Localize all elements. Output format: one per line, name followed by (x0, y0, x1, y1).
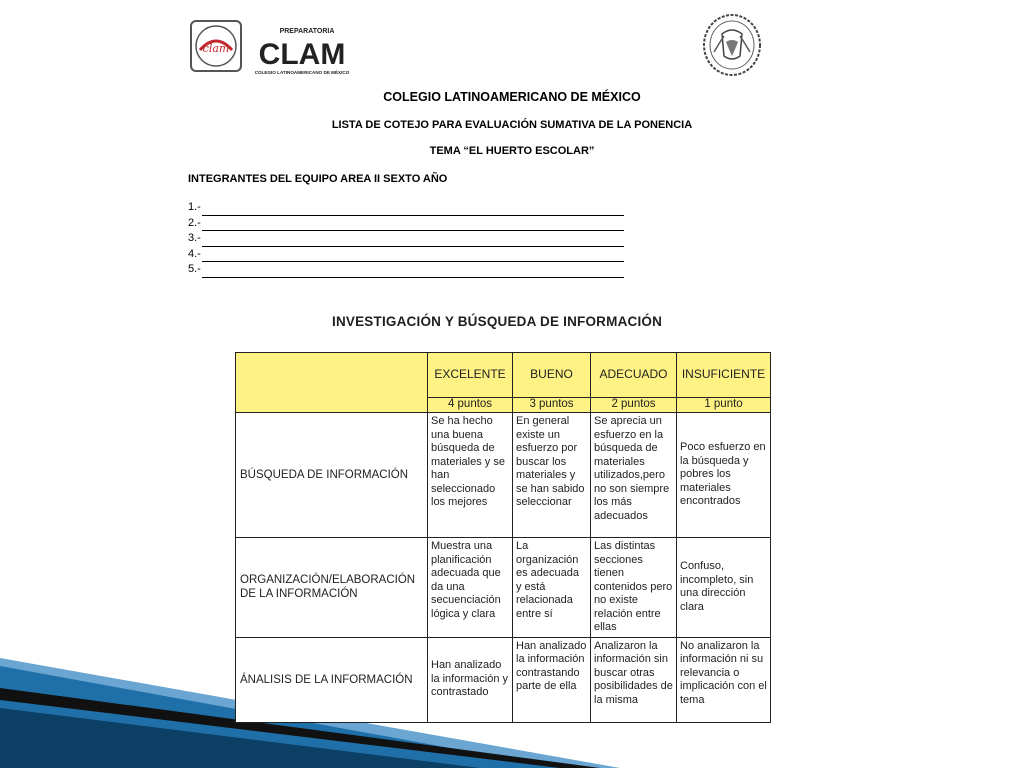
team-member-number: 2.- (188, 216, 201, 229)
rubric-cell: Han analizado la información contrastando parte de ella (513, 637, 591, 722)
level-label: INSUFICIENTE (677, 353, 771, 398)
team-member-line (188, 216, 624, 232)
team-member-number: 1.- (188, 201, 201, 213)
logo-tagline-top: PREPARATORIA (279, 28, 335, 35)
team-member-number: 3.- (188, 232, 201, 244)
rubric-table (235, 352, 771, 723)
team-member-blank (202, 266, 624, 278)
document-subtitle: LISTA DE COTEJO PARA EVALUACIÓN SUMATIVA DE LA PONENCIA (331, 119, 693, 131)
school-name: COLEGIO LATINOAMERICANO DE MÉXICO (383, 90, 641, 104)
team-member-list (188, 200, 624, 278)
rubric-cell: Analizaron la información sin buscar otras posibilidades de la misma (591, 637, 677, 722)
rubric-cell: No analizaron la información ni su relevancia o implicación con el tema (677, 637, 771, 722)
team-member-number: 4.- (188, 247, 201, 260)
unam-seal-icon (700, 12, 764, 78)
rubric-corner-cell (236, 353, 428, 413)
team-member-line (188, 247, 624, 263)
document-topic: TEMA “EL HUERTO ESCOLAR” (429, 145, 595, 157)
rubric-cell: En general existe un esfuerzo por buscar los materiales y se han sabido seleccionar (513, 413, 591, 538)
rubric-cell: Han analizado la información y contrastado (428, 637, 513, 722)
rubric-cell: Se aprecia un esfuerzo en la búsqueda de materiales utilizados,pero no son siempre los más adecuados (591, 413, 677, 538)
team-member-blank (202, 235, 624, 247)
table-row (236, 413, 771, 538)
rubric-title: INVESTIGACIÓN Y BÚSQUEDA DE INFORMACIÓN (332, 314, 663, 329)
level-points: 4 puntos (428, 398, 513, 413)
criterion-label: BÚSQUEDA DE INFORMACIÓN (236, 413, 428, 538)
team-member-blank (202, 219, 624, 231)
rubric-cell: Poco esfuerzo en la búsqueda y pobres los materiales encontrados (677, 413, 771, 538)
team-member-number: 5.- (188, 263, 201, 275)
rubric-cell: Se ha hecho una buena búsqueda de materiales y se han seleccionado los mejores (428, 413, 513, 538)
seal-mark: clam (202, 42, 230, 55)
level-label: BUENO (513, 353, 591, 398)
table-row (236, 637, 771, 722)
level-points: 2 puntos (591, 398, 677, 413)
rubric-cell: Las distintas secciones tienen contenidos pero no existe relación entre ellas (591, 538, 677, 638)
level-points: 3 puntos (513, 398, 591, 413)
table-row (236, 538, 771, 638)
level-label: ADECUADO (591, 353, 677, 398)
logo-tagline-bottom: COLEGIO LATINOAMERICANO DE MÉXICO (254, 70, 350, 75)
team-member-line (188, 231, 624, 247)
team-member-line (188, 200, 624, 216)
rubric-cell: Muestra una planificación adecuada que da una secuenciación lógica y clara (428, 538, 513, 638)
rubric-cell: La organización es adecuada y está relacionada entre sí (513, 538, 591, 638)
rubric-header-row (236, 353, 771, 398)
team-member-blank (202, 250, 624, 262)
criterion-label: ORGANIZACIÓN/ELABORACIÓN DE LA INFORMACIÓN (236, 538, 428, 638)
team-member-line (188, 262, 624, 278)
level-points: 1 punto (677, 398, 771, 413)
rubric-cell: Confuso, incompleto, sin una dirección clara (677, 538, 771, 638)
logo-brand: CLAM (258, 38, 346, 71)
team-member-blank (202, 204, 624, 216)
team-title: INTEGRANTES DEL EQUIPO AREA II SEXTO AÑO (188, 173, 448, 185)
clam-logo (190, 20, 360, 76)
level-label: EXCELENTE (428, 353, 513, 398)
criterion-label: ÁNALISIS DE LA INFORMACIÓN (236, 637, 428, 722)
